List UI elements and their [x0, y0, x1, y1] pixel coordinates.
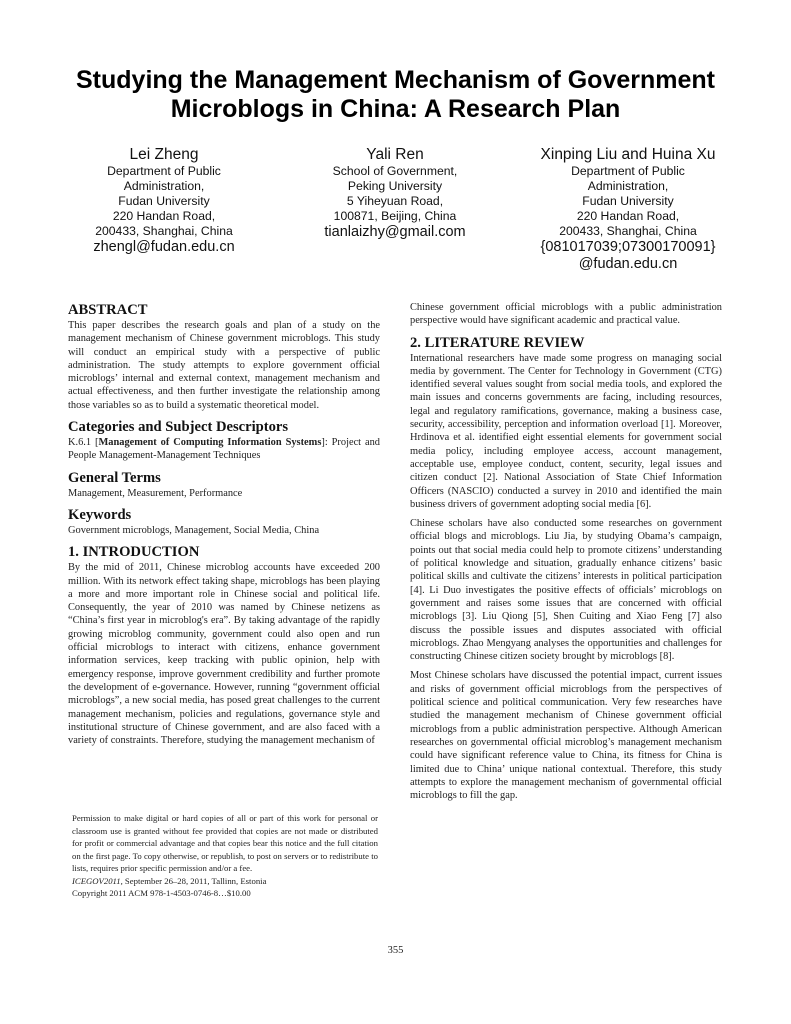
keywords-heading: Keywords: [68, 506, 132, 523]
right-column: [410, 301, 722, 802]
affiliation-line: 5 Yiheyuan Road,: [346, 194, 444, 208]
affiliation-line: 220 Handan Road,: [576, 209, 680, 223]
categories-bold: Management of Computing Information Systems: [98, 437, 322, 449]
literature-review-heading: 2. LITERATURE REVIEW: [410, 334, 585, 351]
venue-name: ICEGOV2011,: [72, 875, 123, 886]
affiliation-line: School of Government,: [332, 164, 458, 178]
affiliation-line: 200433, Shanghai, China: [559, 224, 697, 238]
affiliation-line: Fudan University: [118, 194, 210, 208]
keywords-text: Government microblogs, Management, Social Media, China: [68, 524, 320, 536]
affiliation-line: Fudan University: [582, 194, 674, 208]
affiliation-line: 200433, Shanghai, China: [95, 224, 233, 238]
author-block-1: [76, 146, 252, 256]
page-number: 355: [387, 945, 404, 956]
introduction-text: By the mid of 2011, Chinese microblog accounts have exceeded 200 million. With its network effect taking shape, microblogs has been playing a more and more important role in Chinese social and political life. Consequently, the year of 2010 was named by Chinese netizens as “China’s first year in microblog's era”. By taking advantage of the rapidly growing microblog community, government could also open and run official microblogs to interact with citizens, enhance government information services, keep tracking with public opinion, help with emergency response, improve government credibility and further promote the development of e-governance. However, running “government official microblogs”, a new social media, has posed great challenges to the current management mechanism, policies and regulations, governance style and institutional structure of Chinese government, and are also faced with a variety of constraints. Therefore, studying the management mechanism of: [68, 562, 380, 747]
venue-details: September 26–28, 2011, Tallinn, Estonia: [122, 875, 267, 886]
author-name: Xinping Liu and Huina Xu: [540, 146, 716, 163]
title-line-1: Studying the Management Mechanism of Government: [76, 66, 715, 94]
abstract-heading: ABSTRACT: [68, 302, 148, 318]
affiliation-line: Department of Public: [571, 164, 685, 178]
categories-code: K.6.1 [: [68, 437, 99, 449]
literature-paragraph-2: Chinese scholars have also conducted some researches on government official blogs and microblogs. Liu Jia, by studying Obama’s campaign, points out that social media could help to promote citizens’ understanding of political knowledge and situation, gradually enhance citizens’ basic political skills and cultivate the citizens’ interests in political participation [4]. Li Duo investigates the positive effects of officials’ microblogs on government and raises some issues that are concerned with official microblogs [3]. Liu Qiong [5], Shen Cuiting and Xiao Feng [7] also discuss the possible issues and disputes associated with official microblogs. Zhao Mengyang analyses the opportunities and challenges for constructing Chinese citizen society brought by microblogs [8].: [410, 518, 722, 663]
affiliation-line: Department of Public: [107, 164, 221, 178]
affiliation-line: Administration,: [587, 179, 669, 193]
left-column: [68, 302, 380, 747]
introduction-continued: Chinese government official microblogs with a public administration perspective would have significant academic and practical value.: [410, 302, 722, 327]
title-line-2: Microblogs in China: A Research Plan: [170, 95, 621, 123]
author-name: Lei Zheng: [129, 146, 199, 163]
permission-text: Permission to make digital or hard copies of all or part of this work for personal or classroom use is granted without fee provided that copies are not made or distributed for profit or commercial advantage and that copies bear this notice and the full citation on the first page. To copy otherwise, or republish, to post on servers or to redistribute to lists, requires prior specific permission and/or a fee.: [72, 813, 378, 873]
categories-rest: ]: Project and People Management-Management Techniques: [68, 437, 380, 462]
author-email: zhengl@fudan.edu.cn: [93, 239, 235, 255]
abstract-text: This paper describes the research goals and plan of a study on the management mechanism of Chinese government microblogs. This study will conduct an empirical study with a perspective of public administration. The study attempts to explore government official microblogs’ internal and external context, management mechanism and actual effectiveness, and then further investigate the relationship among those variables so as to build a systematic theoretical model.: [68, 320, 380, 411]
author-block-2: [305, 146, 485, 241]
author-email: {081017039;07300170091}: [540, 239, 716, 255]
literature-paragraph-1: International researchers have made some progress on managing social media by government. The Center for Technology in Government (CTG) identified several values sought from social media tools, and explored the main issues and concerns governments are facing, including resources, legal and regulatory ramifications, governance, making a business case, security, accessibility, perception and information overload [1]. Moreover, Hrdinova et al. identified eight essential elements for government social media policy, including employee access, account management, acceptable use, employee conduct, content, security, legal issues and citizen conduct [2]. National Association of State Chief Information Officers (NASCIO) conducted a survey in 2010 and identified the main business drivers of government adopting social media [6].: [410, 352, 722, 510]
author-email: @fudan.edu.cn: [578, 256, 678, 272]
copyright-line: Copyright 2011 ACM 978-1-4503-0746-8…$10.00: [72, 888, 251, 898]
introduction-heading: 1. INTRODUCTION: [68, 544, 200, 561]
categories-text: [68, 436, 380, 463]
affiliation-line: Administration,: [123, 179, 205, 193]
author-email: tianlaizhy@gmail.com: [324, 224, 466, 240]
affiliation-line: Peking University: [347, 179, 443, 193]
general-terms-heading: General Terms: [68, 469, 161, 486]
author-name: Yali Ren: [366, 146, 424, 163]
affiliation-line: 220 Handan Road,: [112, 209, 216, 223]
author-block-3: [530, 146, 726, 273]
general-terms-text: Management, Measurement, Performance: [68, 487, 243, 499]
permission-notice: [72, 812, 378, 900]
paper-title: [60, 66, 731, 124]
literature-paragraph-3: Most Chinese scholars have discussed the potential impact, current issues and risks of government official microblogs from the perspectives of political science and political communication. Very few researches have studied the management mechanism of Chinese government official microblogs from a public administration perspective. Although American researches on governmental official microblog’s management mechanism could have significant reference value to China, its fitness for China is limited due to China’ unique national contextual. Therefore, this study attempts to explore the management mechanism of governmental official microblogs to fill the gap.: [410, 670, 722, 802]
affiliation-line: 100871, Beijing, China: [333, 209, 457, 223]
categories-heading: Categories and Subject Descriptors: [68, 419, 289, 436]
venue-line: [72, 875, 378, 888]
